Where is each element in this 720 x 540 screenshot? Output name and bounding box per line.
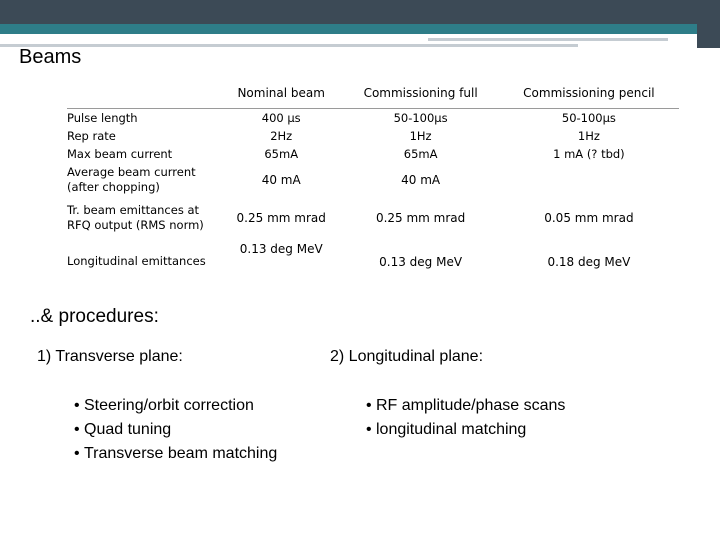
list-item	[366, 418, 565, 442]
row-label: Tr. beam emittances at RFQ output (RMS norm)	[67, 203, 204, 232]
table-cell: 40 mA	[401, 173, 441, 187]
table-row	[67, 109, 679, 128]
table-cell: 2Hz	[270, 129, 293, 143]
beams-table	[67, 78, 679, 284]
table-cell: 0.18 deg MeV	[547, 254, 631, 269]
bullet-icon: •	[366, 397, 372, 414]
header-cell: Commissioning pencil	[523, 86, 655, 100]
list-item	[74, 442, 277, 466]
table-cell: 0.13 deg MeV	[239, 242, 323, 256]
bullet-icon: •	[366, 421, 372, 438]
transverse-list	[74, 394, 277, 466]
list-item-text: RF amplitude/phase scans	[376, 397, 566, 414]
table-cell: 1Hz	[409, 129, 432, 143]
procedures-title: ..& procedures:	[30, 306, 159, 327]
header-cell: Nominal beam	[237, 86, 325, 100]
table-cell: 1Hz	[577, 129, 600, 143]
slide-title: Beams	[19, 46, 82, 68]
list-item	[366, 394, 565, 418]
table-row	[67, 145, 679, 163]
header-bar	[0, 0, 720, 24]
transverse-heading: 1) Transverse plane:	[37, 348, 183, 365]
header-cell: Commissioning full	[363, 86, 478, 100]
list-item	[74, 418, 277, 442]
table-cell: 400 µs	[220, 109, 342, 128]
table-row	[67, 163, 679, 197]
list-item	[74, 394, 277, 418]
list-item-text: longitudinal matching	[376, 421, 527, 438]
table-cell: 65mA	[264, 147, 299, 161]
list-item-text: Quad tuning	[84, 421, 172, 438]
table-cell: 65mA	[403, 147, 438, 161]
table-row	[67, 197, 679, 239]
row-label: Average beam current (after chopping)	[67, 165, 196, 194]
table-row	[67, 127, 679, 145]
table-cell: 0.25 mm mrad	[375, 211, 466, 225]
list-item-text: Steering/orbit correction	[84, 397, 254, 414]
table-cell: 40 mA	[261, 173, 301, 187]
header-accent-bar	[0, 24, 720, 34]
table-cell: 0.05 mm mrad	[544, 211, 634, 225]
row-label: Longitudinal emittances	[67, 254, 206, 268]
bullet-icon: •	[74, 397, 80, 414]
longitudinal-list	[366, 394, 565, 442]
longitudinal-heading: 2) Longitudinal plane:	[330, 348, 484, 365]
header-corner-block	[697, 0, 720, 48]
bullet-icon: •	[74, 445, 80, 462]
decor-line	[428, 38, 668, 41]
decor-line	[428, 44, 578, 47]
table-cell	[499, 163, 679, 197]
row-label: Pulse length	[67, 109, 220, 128]
table-header-row	[67, 78, 679, 109]
table-cell: 0.25 mm mrad	[236, 211, 326, 225]
table-cell: 0.13 deg MeV	[379, 254, 463, 269]
bullet-icon: •	[74, 421, 80, 438]
table-row	[67, 239, 679, 284]
row-label: Rep rate	[67, 128, 116, 143]
table-cell: 1 mA (? tbd)	[553, 147, 625, 161]
table-cell: 50-100µs	[342, 109, 498, 128]
row-label: Max beam current	[67, 146, 173, 161]
header-cell-empty	[67, 78, 220, 109]
list-item-text: Transverse beam matching	[84, 445, 278, 462]
table-cell: 50-100µs	[499, 109, 679, 128]
